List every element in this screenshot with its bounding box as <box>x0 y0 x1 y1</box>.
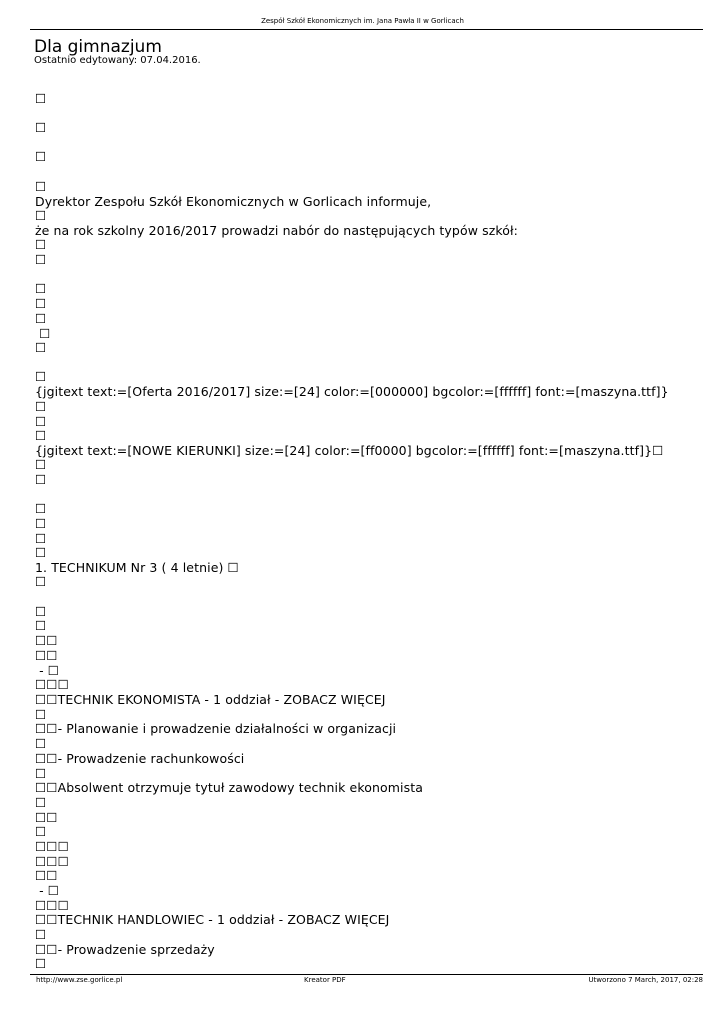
body-line: ☐ <box>35 707 47 722</box>
body-line: ☐ <box>35 795 47 810</box>
body-line: {jgitext text:=[NOWE KIERUNKI] size:=[24] color:=[ff0000] bgcolor:=[ffffff] font:=[maszyna.ttf]}☐ <box>35 443 664 458</box>
body-line: ☐ <box>35 457 47 472</box>
body-line: 1. TECHNIKUM Nr 3 ( 4 letnie) ☐ <box>35 560 239 575</box>
body-line: ☐ <box>35 428 47 443</box>
body-line: ☐ <box>35 179 47 194</box>
page-header: Zespół Szkół Ekonomicznych im. Jana Pawła II w Gorlicach <box>261 17 464 25</box>
body-line: ☐ <box>35 501 47 516</box>
header-divider <box>30 29 703 30</box>
body-line: ☐ <box>35 604 47 619</box>
body-line: ☐ <box>35 91 47 106</box>
body-line: ☐☐Absolwent otrzymuje tytuł zawodowy technik ekonomista <box>35 780 423 795</box>
body-line: ☐☐☐ <box>35 854 69 869</box>
body-line: ☐ <box>35 618 47 633</box>
footer-divider <box>30 974 703 975</box>
body-line: ☐ <box>35 311 47 326</box>
body-line: ☐ <box>35 326 51 341</box>
body-line: ☐ <box>35 252 47 267</box>
body-line: ☐ <box>35 414 47 429</box>
body-line-with-link: ☐☐TECHNIK EKONOMISTA - 1 oddział - ZOBACZ WIĘCEJ <box>35 692 386 707</box>
body-line: ☐ <box>35 574 47 589</box>
body-line: ☐ <box>35 766 47 781</box>
body-line: ☐☐☐ <box>35 898 69 913</box>
body-line: że na rok szkolny 2016/2017 prowadzi nabór do następujących typów szkół: <box>35 223 518 238</box>
body-line: {jgitext text:=[Oferta 2016/2017] size:=[24] color:=[000000] bgcolor:=[ffffff] font:=[maszyna.ttf]} <box>35 384 669 399</box>
body-line: ☐ <box>35 281 47 296</box>
body-line: ☐☐☐ <box>35 677 69 692</box>
footer-created-date: Utworzono 7 March, 2017, 02:28 <box>588 976 703 984</box>
body-line: ☐ <box>35 956 47 971</box>
footer-generator: Kreator PDF <box>304 976 346 984</box>
body-line: ☐ <box>35 208 47 223</box>
body-line: ☐☐ <box>35 810 58 825</box>
body-line: ☐ <box>35 516 47 531</box>
body-line: ☐ <box>35 472 47 487</box>
body-line: ☐ <box>35 237 47 252</box>
body-line: Dyrektor Zespołu Szkół Ekonomicznych w Gorlicach informuje, <box>35 194 432 209</box>
body-line: ☐☐- Planowanie i prowadzenie działalności w organizacji <box>35 721 397 736</box>
body-line: ☐ <box>35 545 47 560</box>
body-line: ☐ <box>35 824 47 839</box>
body-line: ☐ <box>35 399 47 414</box>
body-line: ☐ <box>35 369 47 384</box>
body-line: ☐☐ <box>35 868 58 883</box>
body-line: - ☐ <box>35 883 60 898</box>
last-edited-date: Ostatnio edytowany: 07.04.2016. <box>34 55 201 66</box>
body-line: ☐ <box>35 927 47 942</box>
body-line: ☐☐ <box>35 633 58 648</box>
body-line: ☐☐☐ <box>35 839 69 854</box>
body-line: - ☐ <box>35 663 60 678</box>
body-line: ☐ <box>35 120 47 135</box>
body-line: ☐ <box>35 531 47 546</box>
body-line: ☐ <box>35 149 47 164</box>
body-line: ☐☐- Prowadzenie rachunkowości <box>35 751 245 766</box>
article-title: Dla gimnazjum <box>34 37 162 57</box>
body-line: ☐ <box>35 340 47 355</box>
footer-url-link[interactable]: http://www.zse.gorlice.pl <box>36 976 123 984</box>
body-line: ☐☐ <box>35 648 58 663</box>
body-line: ☐ <box>35 736 47 751</box>
body-line-with-link: ☐☐TECHNIK HANDLOWIEC - 1 oddział - ZOBACZ WIĘCEJ <box>35 912 390 927</box>
body-line: ☐ <box>35 296 47 311</box>
body-line: ☐☐- Prowadzenie sprzedaży <box>35 942 215 957</box>
